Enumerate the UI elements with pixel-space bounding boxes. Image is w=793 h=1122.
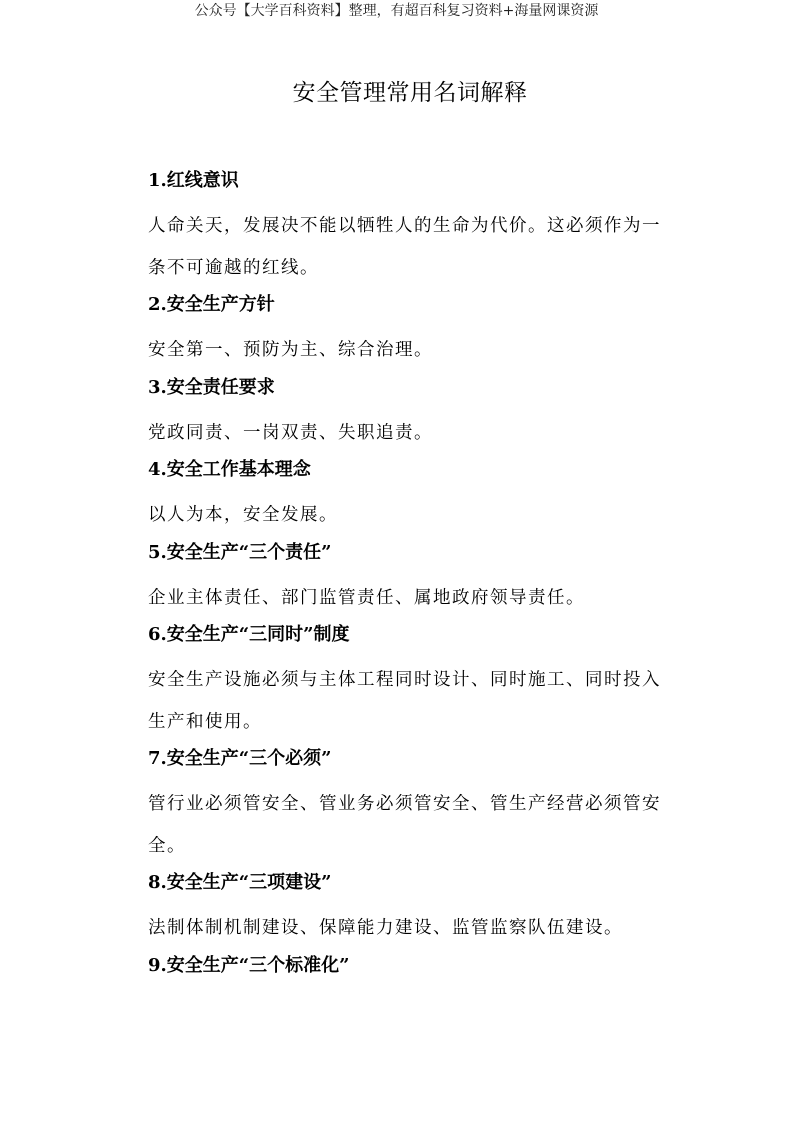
term-heading-7: 7.安全生产“三个必须” [148,748,332,769]
glossary-list [148,166,673,991]
term-heading-3: 3.安全责任要求 [148,376,275,398]
term-heading-1: 1.红线意识 [148,170,239,191]
term-definition-3: 党政同责、一岗双责、失职追责。 [148,422,433,443]
term-heading-5: 5.安全生产“三个责任” [148,541,332,563]
term-definition-7: 管行业必须管安全、管业务必须管安全、管生产经营必须管安全。 [148,794,661,856]
term-definition-4: 以人为本，安全发展。 [148,505,338,525]
term-definition-5: 企业主体责任、部门监管责任、属地政府领导责任。 [148,587,585,608]
term-definition-8: 法制体制机制建设、保障能力建设、监管监察队伍建设。 [148,918,623,938]
term-heading-8: 8.安全生产“三项建设” [148,872,332,893]
term-definition-1: 人命关天，发展决不能以牺牲人的生命为代价。这必须作为一条不可逾越的红线。 [148,216,661,278]
document-title: 安全管理常用名词解释 [292,80,528,106]
term-heading-2: 2.安全生产方针 [148,294,275,315]
term-heading-9: 9.安全生产“三个标准化” [148,954,350,976]
term-heading-4: 4.安全工作基本理念 [148,459,311,480]
header-note: 公众号【大学百科资料】整理，有超百科复习资料+海量网课资源 [194,3,599,19]
term-definition-6: 安全生产设施必须与主体工程同时设计、同时施工、同时投入生产和使用。 [148,670,661,732]
term-heading-6: 6.安全生产“三同时”制度 [148,624,350,645]
term-definition-2: 安全第一、预防为主、综合治理。 [148,340,433,360]
